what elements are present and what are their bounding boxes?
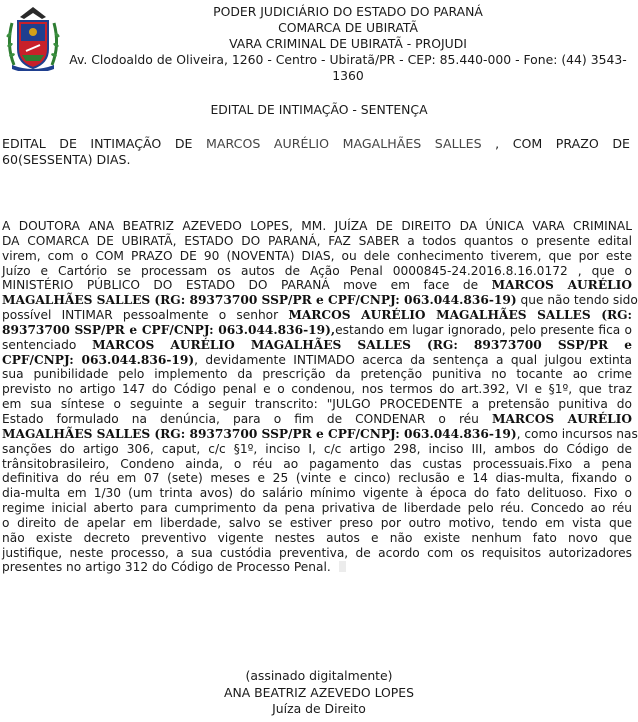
document-title: EDITAL DE INTIMAÇÃO - SENTENÇA (210, 102, 428, 117)
body-text: justifique, neste processo, a sua custódia preventiva, de acordo com os requisitos autorizadores (2, 545, 632, 560)
bold-defendant-text: MARCOS AURÉLIO (491, 411, 632, 426)
signature-block (0, 668, 638, 718)
body-line (2, 546, 632, 561)
intro-defendant-name: MARCOS AURÉLIO MAGALHÃES SALLES (206, 136, 482, 151)
body-line (2, 382, 632, 397)
body-text: previsto no artigo 147 do Código penal e o condenou, nos termos do art.392, VI e §1º, que traz (2, 382, 632, 397)
body-line (2, 219, 632, 234)
intro-line-1 (2, 136, 630, 152)
parana-coat-of-arms-icon (4, 5, 62, 71)
body-text: que não tendo sido (516, 293, 638, 308)
body-text: estando em lugar ignorado, pelo presente fica o (335, 322, 632, 337)
body-text: , como incursos nas (516, 426, 638, 441)
body-line (2, 442, 632, 457)
header-vara: VARA CRIMINAL DE UBIRATÃ - PROJUDI (229, 35, 467, 51)
body-text: não existe decreto preventivo vigente nestes autos e não existe nenhum fato novo que (2, 530, 632, 545)
body-line (2, 323, 632, 338)
bold-defendant-text: MAGALHÃES SALLES (RG: 89373700 SSP/PR e CPF/CNPJ: 063.044.836-19) (2, 426, 517, 441)
body-line (2, 293, 638, 308)
body-line (2, 412, 632, 427)
body-text: sentenciado (2, 337, 93, 352)
bold-defendant-text: 89373700 SSP/PR e CPF/CNPJ: 063.044.836-19), (2, 322, 336, 337)
body-line (2, 234, 632, 249)
body-line (2, 264, 632, 279)
signature-judge-name: ANA BEATRIZ AZEVEDO LOPES (224, 684, 414, 700)
bold-defendant-text: MARCOS AURÉLIO MAGALHÃES SALLES (RG: (288, 308, 632, 323)
text-cursor-icon (339, 561, 346, 572)
bold-defendant-text: MARCOS AURÉLIO (491, 278, 632, 293)
body-text: Estado formulado na denúncia, para o fim de CONDENAR o réu (2, 411, 492, 426)
body-line (2, 501, 632, 516)
signature-digital-note: (assinado digitalmente) (245, 668, 393, 683)
body-text: em sua síntese o seguinte a seguir transcrito: "JULGO PROCEDENTE a pretensão punitiva do (2, 397, 632, 412)
header-court-name: PODER JUDICIÁRIO DO ESTADO DO PARANÁ (213, 4, 483, 19)
body-text: presentes no artigo 312 do Código de Processo Penal. (2, 560, 331, 575)
bold-defendant-text: CPF/CNPJ: 063.044.836-19) (2, 352, 195, 367)
body-line (2, 426, 638, 442)
body-line (2, 397, 632, 412)
body-text: DA COMARCA DE UBIRATÃ, ESTADO DO PARANÁ, FAZ SABER a todos quantos o presente edital (2, 233, 632, 248)
intro-suffix: , COM PRAZO DE (495, 136, 630, 151)
header-comarca: COMARCA DE UBIRATÃ (278, 19, 418, 35)
body-line (2, 308, 632, 323)
bold-defendant-text: MARCOS AURÉLIO MAGALHÃES SALLES (RG: 89373700 SSP/PR e (92, 337, 632, 352)
intro-prefix: EDITAL DE INTIMAÇÃO DE (2, 136, 193, 151)
bold-defendant-text: MAGALHÃES SALLES (RG: 89373700 SSP/PR e CPF/CNPJ: 063.044.836-19) (2, 293, 517, 308)
body-text: o direito de apelar em liberdade, salvo se estiver preso por outro motivo, tendo em vista que (2, 515, 632, 530)
body-text: sanções do artigo 306, caput, c/c §1º, inciso I, c/c artigo 298, inciso III, ambos do Código de (2, 441, 632, 456)
intro-paragraph (2, 136, 630, 168)
body-text: sua punibilidade pelo implemento da prescrição da pretenção punitiva no tocante ao crime (2, 367, 632, 382)
body-line (2, 531, 632, 546)
intro-line-2: 60(SESSENTA) DIAS. (2, 152, 131, 167)
header-address: Av. Clodoaldo de Oliveira, 1260 - Centro - Ubiratã/PR - CEP: 85.440-000 - Fone: (44) 3543-1360 (69, 51, 627, 83)
body-line (2, 560, 632, 575)
body-line (2, 249, 632, 264)
body-text: Juízo e Cartório se processam os autos de Ação Penal 0000845-24.2016.8.16.0172 , que o (2, 263, 632, 278)
body-text: MINISTÉRIO PÚBLICO DO ESTADO DO PARANÁ move em face de (2, 278, 492, 293)
body-text: trânsitobrasileiro, Condeno ainda, o réu ao pagamento das custas processuais.Fixo a pena (2, 456, 632, 471)
body-line (2, 338, 632, 353)
signature-judge-title: Juíza de Direito (272, 701, 366, 716)
body-line (2, 516, 632, 531)
body-line (2, 353, 632, 368)
body-paragraph (2, 219, 638, 575)
body-text: dia-multa em 1/30 (um trinta avos) do salário mínimo vigente à época do fato delituoso. Fixo o (2, 486, 632, 501)
body-text: possível INTIMAR pessoalmente o senhor (2, 308, 289, 323)
body-line (2, 457, 632, 472)
body-text: , devidamente INTIMADO acerca da sentença a qual julgou extinta (194, 352, 632, 367)
body-line (2, 278, 632, 293)
body-text: A DOUTORA ANA BEATRIZ AZEVEDO LOPES, MM. JUÍZA DE DIREITO DA ÚNICA VARA CRIMINAL (2, 219, 632, 233)
body-text: virem, com o COM PRAZO DE 90 (NOVENTA) DIAS, ou dele conhecimento tiverem, que por este (2, 248, 632, 263)
body-line (2, 367, 632, 382)
body-text: regime inicial aberto para cumprimento da pena privativa de liberdade pelo réu. Concedo ao réu (2, 501, 632, 516)
body-line (2, 471, 632, 486)
court-header (62, 4, 634, 84)
body-line (2, 486, 632, 501)
body-text: definitiva do réu em 07 (sete) meses e 25 (vinte e cinco) reclusão e 14 dias-multa, fixando o (2, 471, 632, 486)
